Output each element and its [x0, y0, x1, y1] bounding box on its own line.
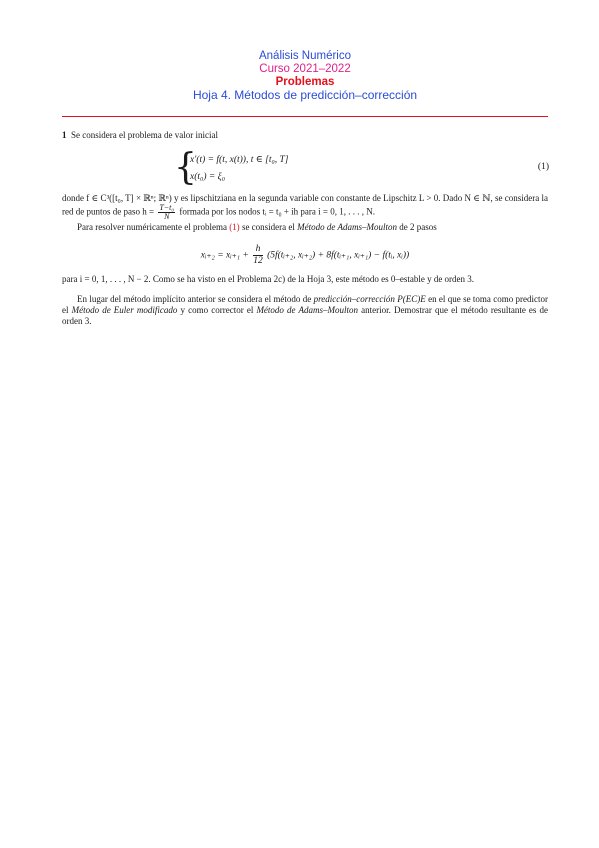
paragraph-3: para i = 0, 1, . . . , N − 2. Como se ha visto en el Problema 2c) de la Hoja 3, este método es 0–estable y de orden 3.: [62, 274, 475, 284]
header-divider: [62, 116, 548, 117]
scheme-fraction: [253, 244, 263, 267]
paragraph-1: [62, 193, 548, 221]
paragraph-4-text-b: en el que se toma como predictor el: [62, 294, 549, 315]
pece-notation: P(EC)E: [397, 294, 426, 304]
scheme-rhs: (5f(tᵢ₊₂, xᵢ₊₂) + 8f(tᵢ₊₁, xᵢ₊₁) − f(tᵢ, xᵢ)): [267, 250, 410, 261]
problem-number: 1: [62, 130, 67, 140]
paragraph-1-text-a: donde f ∈ C³([t₀, T] × ℝⁿ; ℝⁿ) y es lipschitziana en la segunda variable con constante de Lipschitz L > 0. Dado N ∈ ℕ, se considera la red de puntos de paso h =: [62, 193, 548, 217]
system-equation-2: x(t₀) = ξ₀: [190, 172, 226, 182]
paragraph-4-text-c: y como corrector el: [180, 305, 254, 315]
paragraph-2-text-b: se considera el: [241, 222, 295, 232]
paragraph-2: [62, 222, 548, 233]
scheme-fraction-denominator: 12: [253, 256, 263, 266]
system-brace: {: [174, 147, 197, 188]
fraction-numerator: T−t₀: [159, 203, 175, 212]
fraction-denominator: N: [164, 212, 170, 221]
paragraph-4-text-a: En lugar del método implícito anterior se considera el método de: [77, 294, 312, 304]
step-size-fraction: [158, 204, 175, 221]
method-name: Método de Adams–Moulton: [297, 222, 397, 232]
paragraph-2-text-c: de 2 pasos: [399, 222, 437, 232]
problem-intro-text: Se considera el problema de valor inicial: [71, 130, 218, 140]
scheme-lhs: xᵢ₊₂ = xᵢ₊₁ +: [200, 250, 249, 261]
system-equation-1: x′(t) = f(t, x(t)), t ∈ [t₀, T]: [190, 155, 289, 165]
scheme-fraction-numerator: h: [253, 244, 263, 256]
course-year: Curso 2021–2022: [259, 63, 351, 75]
subject-title: Análisis Numérico: [258, 50, 352, 62]
paragraph-4: [62, 294, 548, 327]
paragraph-4-text-d: anterior. Demostrar que el método resultante es de orden 3.: [62, 305, 549, 326]
paragraph-2-text-a: Para resolver numéricamente el problema: [77, 222, 227, 232]
equation-reference-link[interactable]: (1): [229, 222, 240, 232]
problem-intro: [62, 130, 548, 141]
adams-moulton-method-name: Método de Adams–Moulton: [256, 305, 358, 315]
section-title: Problemas: [275, 76, 335, 88]
document-header: [62, 50, 548, 102]
predictor-corrector-term: predicción–corrección: [313, 294, 395, 304]
equation-label: (1): [537, 162, 549, 172]
sheet-title: Hoja 4. Métodos de predicción–corrección: [192, 88, 418, 102]
euler-method-name: Método de Euler modificado: [71, 305, 178, 315]
paragraph-1-text-b: formada por los nodos tᵢ = t₀ + ih para i = 0, 1, . . . , N.: [179, 206, 375, 217]
adams-moulton-scheme: [62, 244, 548, 267]
